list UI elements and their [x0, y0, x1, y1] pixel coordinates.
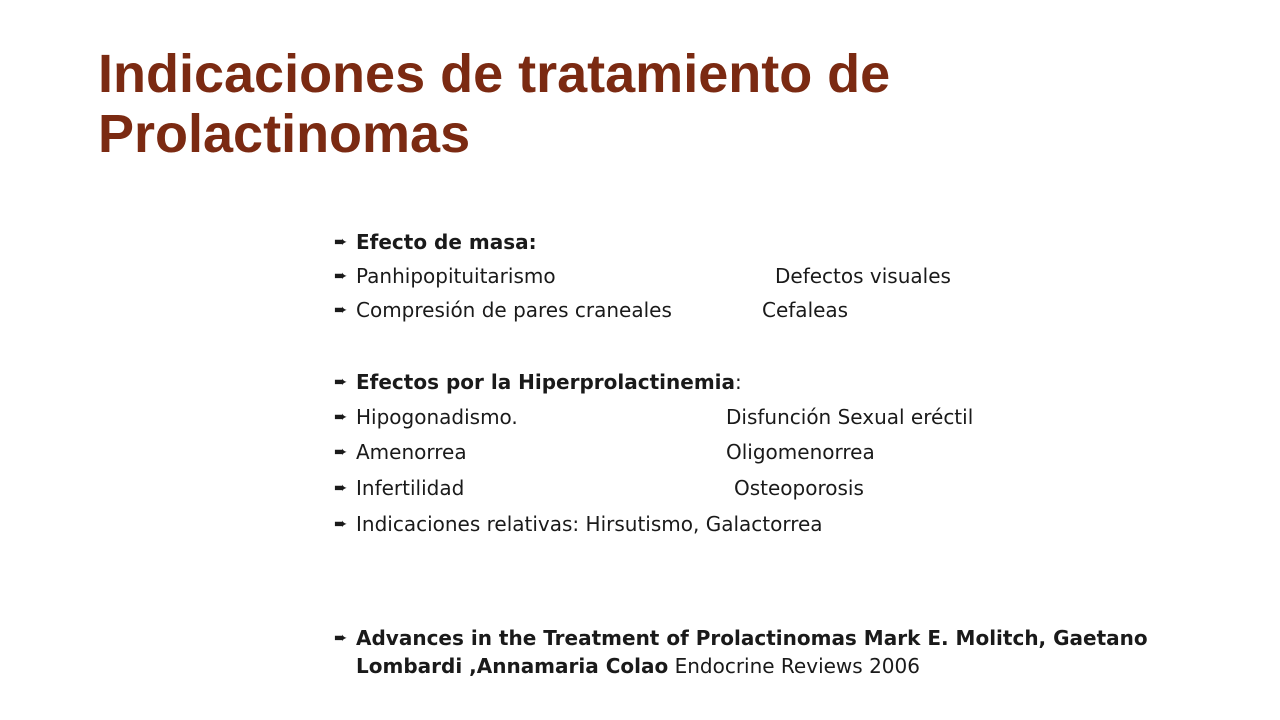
bullet-right-text: Cefaleas [762, 298, 849, 322]
bullet-hiperprolactinemia [334, 368, 742, 396]
reference-text [334, 624, 1214, 680]
bullet-text: Panhipopituitarismo [356, 264, 556, 288]
arrow-bullet-icon: ➨ [334, 407, 348, 426]
bullet-text: Efecto de masa: [356, 230, 537, 254]
bullet-hipogonadismo [334, 403, 1234, 431]
bullet-right-text: Defectos visuales [775, 264, 951, 288]
bullet-indicaciones-relativas [334, 510, 823, 538]
bullet-amenorrea [334, 438, 1234, 466]
reference-citation [334, 624, 1214, 680]
arrow-bullet-icon: ➨ [334, 442, 348, 461]
bullet-text: Compresión de pares craneales [356, 298, 672, 322]
slide-title [98, 44, 1198, 164]
bullet-efecto-masa [334, 228, 537, 256]
bullet-right-text: Oligomenorrea [726, 440, 875, 464]
bullet-right-text: Osteoporosis [734, 476, 864, 500]
bullet-infertilidad [334, 474, 1234, 502]
arrow-bullet-icon: ➨ [334, 372, 348, 391]
slide-title-line2: Prolactinomas [98, 104, 471, 164]
bullet-text: Amenorrea [356, 440, 467, 464]
arrow-bullet-icon: ➨ [334, 266, 348, 285]
arrow-bullet-icon: ➨ [334, 478, 348, 497]
reference-journal: Endocrine Reviews 2006 [668, 654, 920, 678]
bullet-text-suffix: : [735, 370, 742, 394]
arrow-bullet-icon: ➨ [334, 514, 348, 533]
slide-title-line1: Indicaciones de tratamiento de [98, 44, 891, 104]
reference-authors: Advances in the Treatment of Prolactinomas Mark E. Molitch, Gaetano Lombardi ,Annamaria Colao [356, 626, 1148, 678]
bullet-text: Indicaciones relativas: Hirsutismo, Galactorrea [356, 512, 823, 536]
bullet-text: Infertilidad [356, 476, 465, 500]
arrow-bullet-icon: ➨ [334, 232, 348, 251]
bullet-compresion [334, 296, 1234, 324]
arrow-bullet-icon: ➨ [334, 628, 348, 647]
bullet-text: Efectos por la Hiperprolactinemia [356, 370, 736, 394]
bullet-panhipopituitarismo [334, 262, 1234, 290]
arrow-bullet-icon: ➨ [334, 300, 348, 319]
bullet-right-text: Disfunción Sexual eréctil [726, 405, 974, 429]
bullet-text: Hipogonadismo. [356, 405, 518, 429]
